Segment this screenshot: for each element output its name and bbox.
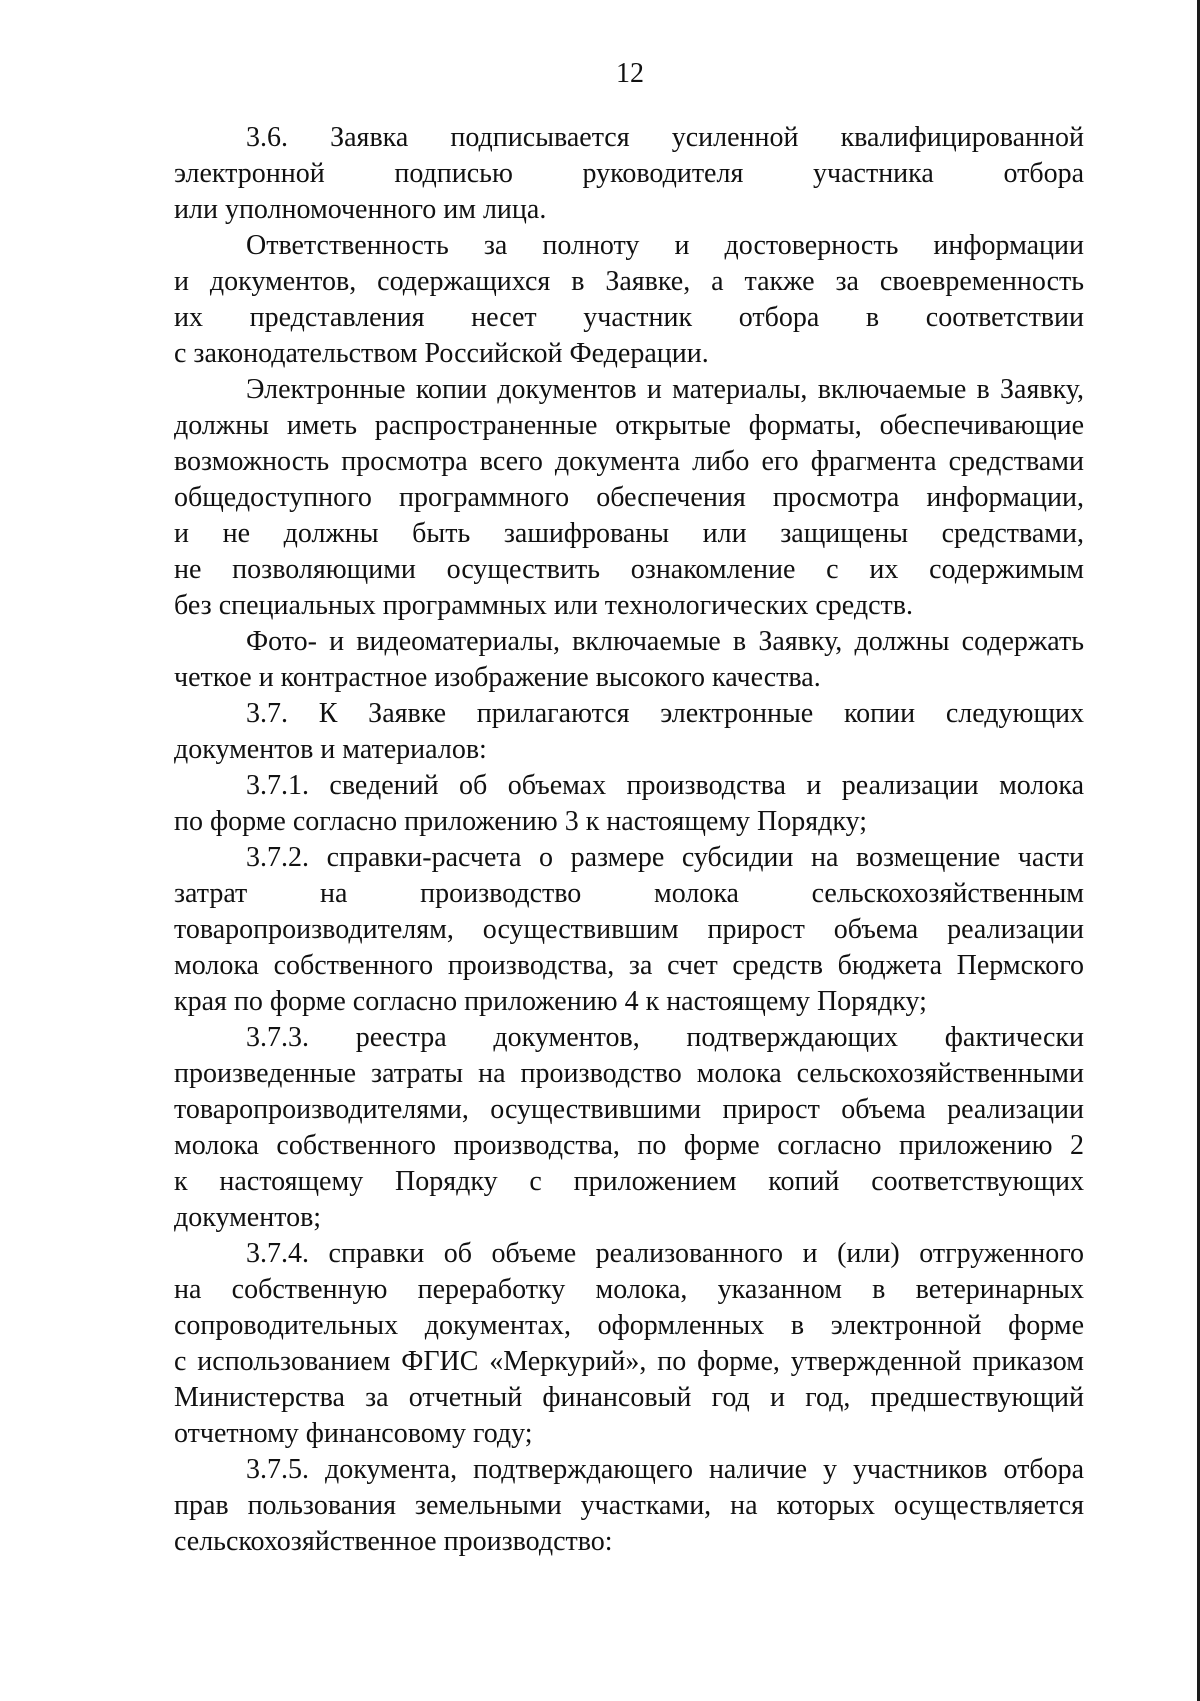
paragraph [174,120,1084,228]
paragraph [174,624,1084,696]
paragraph [174,228,1084,372]
text-line: 3.6. Заявка подписывается усиленной квалифицированной [246,122,1084,153]
text-line: на собственную переработку молока, указанном в ветеринарных [174,1274,1084,1305]
text-line: электронной подписью руководителя участника отбора [174,158,1084,189]
text-line: затрат на производство молока сельскохозяйственным [174,878,1084,909]
document-body [174,120,1084,1560]
text-line: Министерства за отчетный финансовый год и год, предшествующий [174,1382,1084,1413]
text-line: и не должны быть зашифрованы или защищены средствами, [174,518,1084,549]
text-line: с законодательством Российской Федерации. [174,338,709,369]
text-line: 3.7.4. справки об объеме реализованного и (или) отгруженного [246,1238,1084,1269]
text-line: прав пользования земельными участками, на которых осуществляется [174,1490,1084,1521]
paragraph [174,768,1084,840]
text-line: 3.7.3. реестра документов, подтверждающих фактически [246,1022,1084,1053]
paragraph [174,840,1084,1020]
paragraph [174,696,1084,768]
text-line: документов; [174,1202,322,1233]
text-line: Электронные копии документов и материалы, включаемые в Заявку, [246,374,1084,405]
paragraph [174,1452,1084,1560]
text-line: их представления несет участник отбора в соответствии [174,302,1084,333]
text-line: края по форме согласно приложению 4 к настоящему Порядку; [174,986,927,1017]
text-line: с использованием ФГИС «Меркурий», по форме, утвержденной приказом [174,1346,1084,1377]
text-line: 3.7.5. документа, подтверждающего наличие у участников отбора [246,1454,1084,1485]
paragraph [174,1236,1084,1452]
text-line: товаропроизводителями, осуществившими прирост объема реализации [174,1094,1084,1125]
text-line: без специальных программных или технологических средств. [174,590,913,621]
text-line: общедоступного программного обеспечения просмотра информации, [174,482,1084,513]
text-line: Фото- и видеоматериалы, включаемые в Заявку, должны содержать [246,626,1084,657]
text-line: или уполномоченного им лица. [174,194,547,225]
text-line: сопроводительных документах, оформленных в электронной форме [174,1310,1084,1341]
text-line: по форме согласно приложению 3 к настоящему Порядку; [174,806,868,837]
paragraph [174,372,1084,624]
text-line: четкое и контрастное изображение высокого качества. [174,662,821,693]
text-line: и документов, содержащихся в Заявке, а также за своевременность [174,266,1084,297]
text-line: 3.7. К Заявке прилагаются электронные копии следующих [246,698,1084,729]
text-line: 3.7.1. сведений об объемах производства и реализации молока [246,770,1084,801]
text-line: сельскохозяйственное производство: [174,1526,613,1557]
text-line: Ответственность за полноту и достоверность информации [246,230,1084,261]
text-line: отчетному финансовому году; [174,1418,533,1449]
text-line: молока собственного производства, по форме согласно приложению 2 [174,1130,1084,1161]
text-line: возможность просмотра всего документа либо его фрагмента средствами [174,446,1084,477]
paragraph [174,1020,1084,1236]
text-line: молока собственного производства, за счет средств бюджета Пермского [174,950,1084,981]
text-line: должны иметь распространенные открытые форматы, обеспечивающие [174,410,1084,441]
text-line: товаропроизводителям, осуществившим прирост объема реализации [174,914,1084,945]
text-line: произведенные затраты на производство молока сельскохозяйственными [174,1058,1084,1089]
text-line: не позволяющими осуществить ознакомление с их содержимым [174,554,1084,585]
text-line: документов и материалов: [174,734,487,765]
text-line: 3.7.2. справки-расчета о размере субсидии на возмещение части [246,842,1084,873]
page-number: 12 [616,58,644,89]
text-line: к настоящему Порядку с приложением копий соответствующих [174,1166,1084,1197]
